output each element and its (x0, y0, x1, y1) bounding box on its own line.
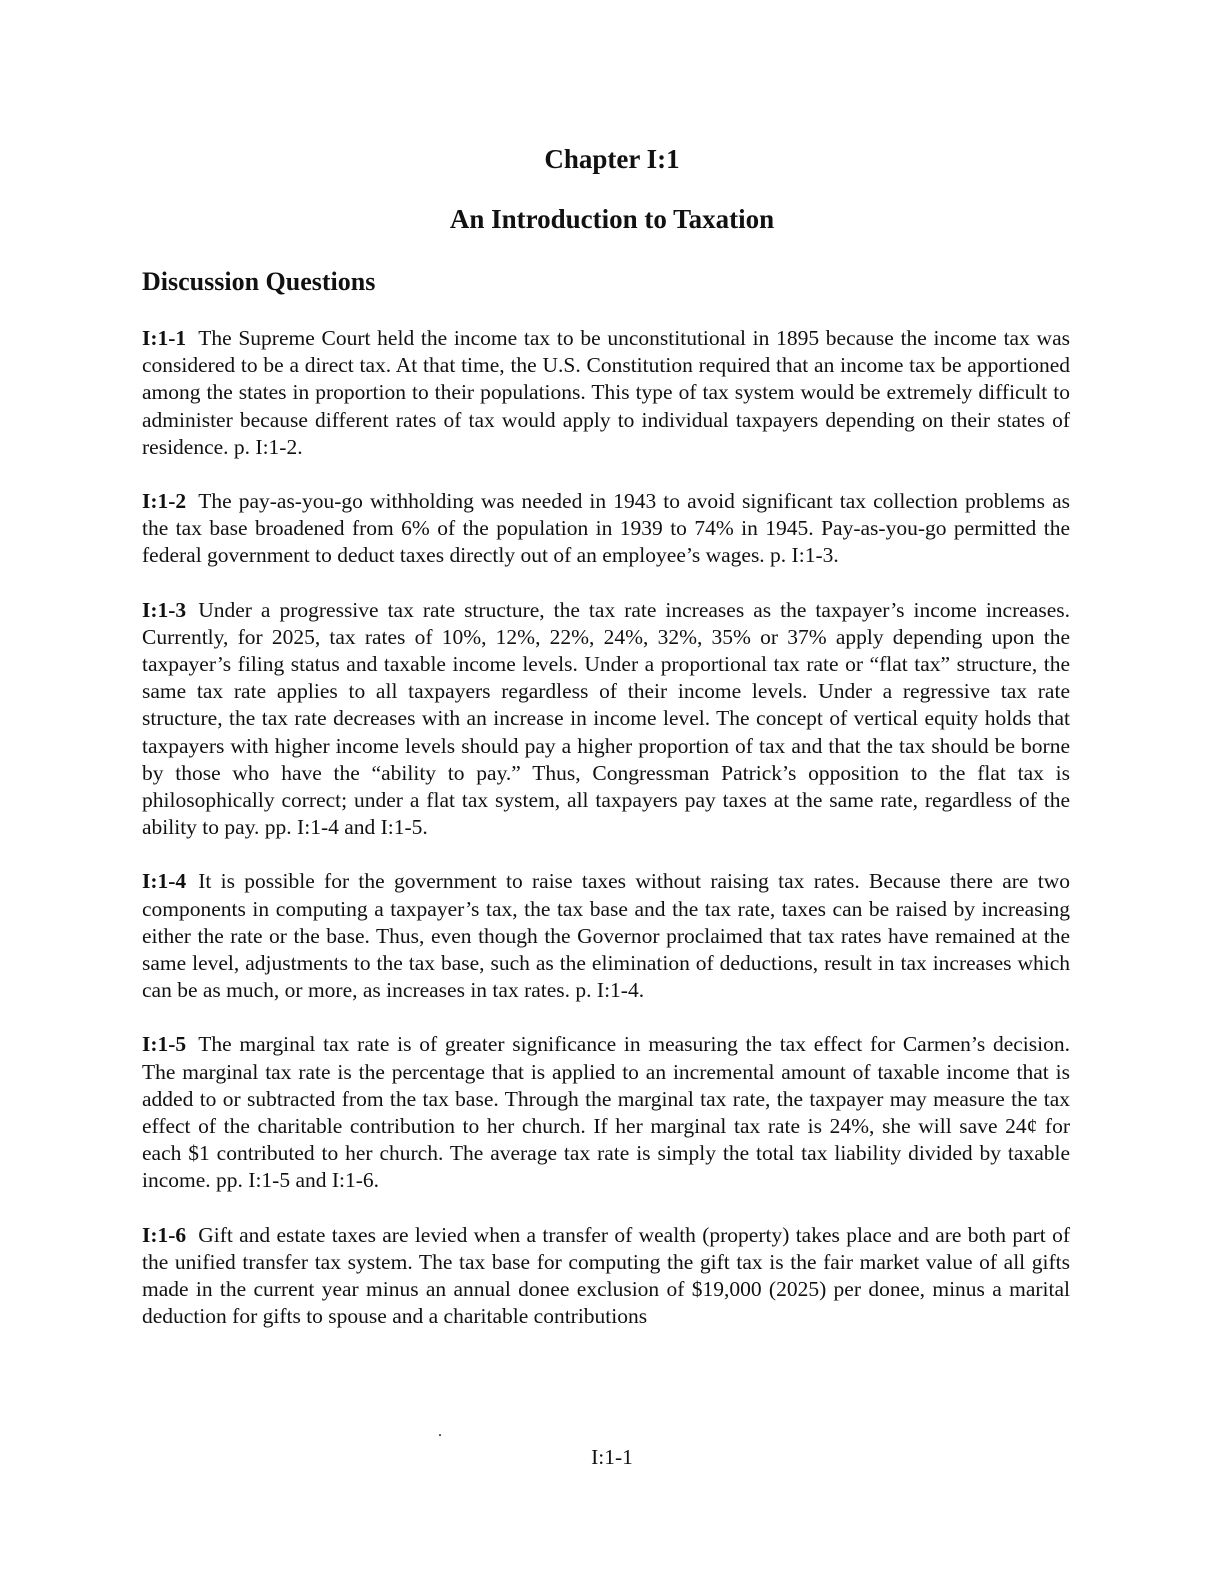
page-number: I:1-1 (591, 1445, 633, 1469)
question-number: I:1-5 (142, 1032, 187, 1057)
question-paragraph (142, 1222, 1070, 1331)
question-text: It is possible for the government to raise taxes without raising tax rates. Because there are two components in computing a taxpayer’s tax, the tax base and the tax rate, taxes can be raised by increasing either the rate or the base. Thus, even though the Governor proclaimed that tax rates have remained at the same level, adjustments to the tax base, such as the elimination of deductions, result in tax increases which can be as much, or more, as increases in tax rates. p. I:1-4. (142, 869, 1070, 1003)
chapter-subtitle: An Introduction to Taxation (449, 204, 775, 234)
footer-dot: . (438, 1423, 442, 1440)
question-paragraph (142, 488, 1070, 570)
question-text: The Supreme Court held the income tax to be unconstitutional in 1895 because the income tax was considered to be a direct tax. At that time, the U.S. Constitution required that an income tax be apportioned among the states in proportion to their populations. This type of tax system would be extremely difficult to administer because different rates of tax would apply to individual taxpayers depending on their states of residence. p. I:1-2. (142, 326, 1070, 459)
question-number: I:1-1 (142, 326, 187, 350)
question-text: The marginal tax rate is of greater significance in measuring the tax effect for Carmen’s decision. The marginal tax rate is the percentage that is applied to an incremental amount of taxable income that is added to or subtracted from the tax base. Through the marginal tax rate, the taxpayer may measure the tax effect of the charitable contribution to her church. If her marginal tax rate is 24%, she will save 24¢ for each $1 contributed to her church. The average tax rate is simply the total tax liability divided by taxable income. pp. I:1-5 and I:1-6. (142, 1032, 1070, 1193)
section-heading: Discussion Questions (142, 267, 376, 296)
question-number: I:1-3 (142, 597, 187, 622)
question-paragraph (142, 597, 1070, 842)
question-number: I:1-4 (142, 869, 187, 894)
chapter-title: Chapter I:1 (544, 144, 680, 174)
discussion-questions-list (142, 325, 1070, 1358)
question-number: I:1-6 (142, 1222, 187, 1247)
question-paragraph (142, 868, 1070, 1004)
question-text: Gift and estate taxes are levied when a transfer of wealth (property) takes place and are both part of the unified transfer tax system. The tax base for computing the gift tax is the fair market value of all gifts made in the current year minus an annual donee exclusion of $19,000 (2025) per donee, minus a marital deduction for gifts to spouse and a charitable contributions (142, 1222, 1070, 1329)
question-number: I:1-2 (142, 489, 187, 514)
question-paragraph (142, 325, 1070, 461)
question-paragraph (142, 1031, 1070, 1194)
question-text: The pay-as-you-go withholding was needed in 1943 to avoid significant tax collection problems as the tax base broadened from 6% of the population in 1939 to 74% in 1945. Pay-as-you-go permitted the federal government to deduct taxes directly out of an employee’s wages. p. I:1-3. (142, 489, 1070, 568)
question-text: Under a progressive tax rate structure, the tax rate increases as the taxpayer’s income increases. Currently, for 2025, tax rates of 10%, 12%, 22%, 24%, 32%, 35% or 37% apply depending upon the taxpayer’s filing status and taxable income levels. Under a proportional tax rate or “flat tax” structure, the same tax rate applies to all taxpayers regardless of their income levels. Under a regressive tax rate structure, the tax rate decreases with an increase in income level. The concept of vertical equity holds that taxpayers with higher income levels should pay a higher proportion of tax and that the tax should be borne by those who have the “ability to pay.” Thus, Congressman Patrick’s opposition to the flat tax is philosophically correct; under a flat tax system, all taxpayers pay taxes at the same rate, regardless of the ability to pay. pp. I:1-4 and I:1-5. (142, 597, 1070, 840)
